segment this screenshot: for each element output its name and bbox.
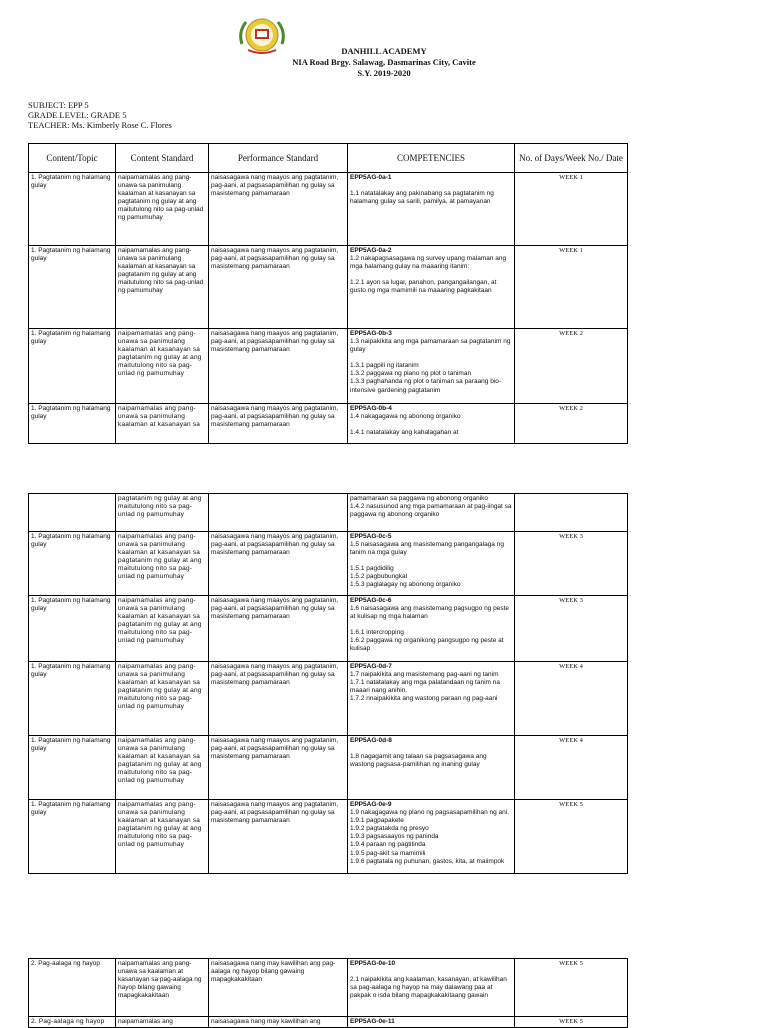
school-name: DANHILL ACADEMY: [341, 46, 427, 56]
content-standard: naipamamalas ang: [116, 1017, 209, 1028]
performance-standard: naisasagawa nang maayos ang pagtatanim, pag-aani, at pagsasapamilihan ng gulay sa masistemang pamamaraan: [209, 329, 348, 404]
competency-code: EPP5AG-0e-11: [350, 1018, 395, 1025]
subject-label: SUBJECT: EPP 5: [28, 100, 89, 110]
content-topic: 1. Pagtatanim ng halamang gulay: [29, 173, 116, 246]
content-standard: naipamamalas ang pang-unawa sa panimulang kaalaman at kasanayan sa pagtatanim ng gulay at ang maitutulong nito sa pag-unlad ng pamumuhay: [116, 246, 209, 329]
performance-standard: naisasagawa nang maayos ang pagtatanim, pag-aani, at pagsasapamilihan ng gulay sa masistemang pamamaraan: [209, 173, 348, 246]
performance-standard: naisasagawa nang may kawilihan ang pag-aalaga ng hayop bilang gawaing mapagkakakitaan: [209, 959, 348, 1017]
content-standard: naipamamalas ang pang-unawa sa panimulang kaalaman at kasanayan sa pagtatanim ng gulay at ang maitutulong nito sa pag-unlad ng pamumuhay: [116, 736, 209, 800]
competency-text: 1.6 naisasagawa ang masistemang pagsugpo ng peste at kulisap ng mga halaman: [350, 605, 509, 621]
teacher-label: TEACHER: Ms. Kimberly Rose C. Flores: [28, 120, 172, 130]
competency-text: 1.4.2 nasusunod ang mga pamamaraan at pag-iingat sa paggawa ng abonong organiko: [350, 503, 512, 519]
content-standard: naipamamalas ang pang-unawa sa panimulang kaalaman at kasanayan sa pagtatanim ng gulay at ang maitutulong nito sa pag-unlad ng pamumuhay: [116, 596, 209, 662]
curriculum-table-page-2: [28, 493, 628, 874]
content-standard: naipamamalas ang pang-unawa sa panimulang kaalaman at kasanayan sa pagtatanim ng gulay at ang maitutulong nito sa pag-unlad ng pamumuhay: [116, 662, 209, 736]
content-standard: naipamamalas ang pang-unawa sa panimulang kaalaman at kasanayan sa: [116, 404, 209, 444]
competency-text: 1.4.1 natatalakay ang kahalagahan at: [350, 429, 459, 437]
competency-text: 1.5.2 pagbubungkal: [350, 573, 408, 581]
performance-standard: naisasagawa nang maayos ang pagtatanim, pag-aani, at pagsasapamilihan ng gulay sa masistemang pamamaraan: [209, 246, 348, 329]
competency-code: EPP5AG-0c-6: [350, 597, 392, 604]
week-cell: WEEK 1: [515, 173, 628, 246]
competency-text: 1.7 naipakikita ang masistemang pag-aani ng tanim: [350, 671, 499, 679]
performance-standard: naisasagawa nang maayos ang pagtatanim, pag-aani, at pagsasapamilihan ng gulay sa masistemang pamamaraan: [209, 662, 348, 736]
week-cell: WEEK 1: [515, 246, 628, 329]
week-cell: WEEK 3: [515, 532, 628, 596]
week-cell: WEEK 5: [515, 1017, 628, 1028]
competency-code: EPP5AG-0d-8: [350, 737, 392, 744]
table-row: [29, 1017, 628, 1028]
competency-cell: [348, 173, 515, 246]
competency-code: EPP5AG-0a-2: [350, 247, 392, 254]
competency-text: 1.9.4 paraan ng pagtitinda: [350, 841, 426, 849]
competency-cell: [348, 532, 515, 596]
competency-text: 1.3 naipakikita ang mga pamamaraan sa pagtatanim ng gulay: [350, 338, 511, 354]
competency-text: 1.9.3 pagsasaayos ng paninda: [350, 833, 439, 841]
performance-standard: naisasagawa nang may kawilihan ang: [209, 1017, 348, 1028]
competency-code: EPP5AG-0d-7: [350, 663, 392, 670]
competency-cell: [348, 662, 515, 736]
column-header: COMPETENCIES: [348, 144, 515, 173]
competency-text: 1.5.1 pagdidilig: [350, 565, 394, 573]
competency-code: EPP5AG-0b-4: [350, 405, 392, 412]
competency-code: EPP5AG-0b-3: [350, 330, 392, 337]
competency-text: 1.9.2 pagtatakda ng presyo: [350, 825, 429, 833]
content-topic: 1. Pagtatanim ng halamang gulay: [29, 596, 116, 662]
competency-text: 1.3.1 pagpili ng itatanim: [350, 362, 419, 370]
competency-text: 1.6.1 intercropping: [350, 629, 404, 637]
week-cell: WEEK 5: [515, 959, 628, 1017]
competency-text: 2.1 naipakikita ang kaalaman, kasanayan, at kawilihan sa pag-aalaga ng hayop na may dalawang paa at pakpak o isda bilang mapagkakakitaang gawain: [350, 976, 507, 1000]
performance-standard: naisasagawa nang maayos ang pagtatanim, pag-aani, at pagsasapamilihan ng gulay sa masistemang pamamaraan: [209, 404, 348, 444]
competency-text: 1.7.1 natatalakay ang mga palatandaan ng tanim na maaari nang anihin.: [350, 679, 500, 695]
competency-code: EPP5AG-0a-1: [350, 174, 392, 181]
competency-text: 1.7.2 nnaipakikita ang wastong paraan ng pag-aani: [350, 695, 498, 703]
content-standard: naipamamalas ang pang-unawa sa kaalaman at kasanayan sa pag-aalaga ng hayop bilang gawaing mapagkakakitaan: [116, 959, 209, 1017]
competency-cell: [348, 494, 515, 532]
competency-text: 1.1 natatalakay ang pakinabang sa pagtatanim ng halamang gulay sa sarili, pamilya, at pamayanan: [350, 190, 494, 206]
table-header-row: [29, 144, 628, 173]
competency-text: 1.8 nagagamit ang talaan sa pagsasagawa ang wastong pagsasa-pamilihan ng inaning gulay: [350, 753, 487, 769]
content-topic: 2. Pag-aalaga ng hayop: [29, 959, 116, 1017]
competency-text: 1.4 nakagagawa ng abonong organiko: [350, 413, 461, 421]
competency-text: 1.5.3 paglalagay ng abonong organiko: [350, 581, 461, 589]
performance-standard: naisasagawa nang maayos ang pagtatanim, pag-aani, at pagsasapamilihan ng gulay sa masistemang pamamaraan: [209, 800, 348, 874]
competency-code: EPP5AG-0e-10: [350, 960, 396, 967]
content-topic: 2. Pag-aalaga ng hayop: [29, 1017, 116, 1028]
week-cell: WEEK 4: [515, 662, 628, 736]
competency-code: EPP5AG-0e-9: [350, 801, 392, 808]
grade-level-label: GRADE LEVEL: GRADE 5: [28, 110, 127, 120]
content-topic: 1. Pagtatanim ng halamang gulay: [29, 246, 116, 329]
table-row: [29, 959, 628, 1017]
content-topic: 1. Pagtatanim ng halamang gulay: [29, 800, 116, 874]
competency-code: EPP5AG-0c-5: [350, 533, 392, 540]
table-row: [29, 662, 628, 736]
week-cell: WEEK 5: [515, 800, 628, 874]
competency-text: 1.9.6 pagtatala ng puhunan, gastos, kita, at maiimpok: [350, 857, 505, 865]
week-cell: WEEK 2: [515, 404, 628, 444]
performance-standard: naisasagawa nang maayos ang pagtatanim, pag-aani, at pagsasapamilihan ng gulay sa masistemang pamamaraan: [209, 736, 348, 800]
competency-text: 1.3.2 paggawa ng plano ng plot o taniman: [350, 370, 472, 378]
content-standard: naipamamalas ang pang-unawa sa panimulang kaalaman at kasanayan sa pagtatanim ng gulay at ang maitutulong nito sa pag-unlad ng pamumuhay: [116, 173, 209, 246]
week-cell: WEEK 2: [515, 329, 628, 404]
competency-cell: [348, 1017, 515, 1028]
performance-standard: naisasagawa nang maayos ang pagtatanim, pag-aani, at pagsasapamilihan ng gulay sa masistemang pamamaraan: [209, 532, 348, 596]
competency-text: pamamaraan sa paggawa ng abonong organiko: [350, 495, 489, 502]
table-row: [29, 800, 628, 874]
curriculum-table-page-1: [28, 143, 628, 444]
school-year: S.Y. 2019-2020: [357, 68, 411, 78]
content-topic: 1. Pagtatanim ng halamang gulay: [29, 736, 116, 800]
table-row: [29, 494, 628, 532]
content-topic: [29, 494, 116, 532]
table-row: [29, 532, 628, 596]
week-cell: WEEK 4: [515, 736, 628, 800]
curriculum-table-page-3: [28, 958, 628, 1028]
content-topic: 1. Pagtatanim ng halamang gulay: [29, 404, 116, 444]
competency-text: 1.9.1 pagpapakete: [350, 817, 404, 825]
school-address: NIA Road Brgy. Salawag, Dasmarinas City, Cavite: [292, 57, 476, 67]
competency-text: 1.5 naisasagawa ang masistemang pangangalaga ng tanim na mga gulay: [350, 541, 504, 557]
week-cell: WEEK 3: [515, 596, 628, 662]
competency-cell: [348, 246, 515, 329]
content-topic: 1. Pagtatanim ng halamang gulay: [29, 662, 116, 736]
week-cell: [515, 494, 628, 532]
performance-standard: [209, 494, 348, 532]
table-row: [29, 404, 628, 444]
column-header: No. of Days/Week No./ Date: [515, 144, 628, 173]
competency-text: 1.9.5 pag-akit sa mamimili: [350, 849, 426, 857]
content-topic: 1. Pagtatanim ng halamang gulay: [29, 532, 116, 596]
competency-text: 1.2.1 ayon sa lugar, panahon, pangangailangan, at gusto ng mga mamimili na maaaring pagkakitaan: [350, 279, 497, 295]
content-standard: naipamamalas ang pang-unawa sa panimulang kaalaman at kasanayan sa pagtatanim ng gulay at ang maitutulong nito sa pag-unlad ng pamumuhay: [116, 800, 209, 874]
content-standard: naipamamalas ang pang-unawa sa panimulang kaalaman at kasanayan sa pagtatanim ng gulay at ang maitutulong nito sa pag-unlad ng pamumuhay: [116, 329, 209, 404]
content-standard: pagtatanim ng gulay at ang maitutulong nito sa pag-unlad ng pamumuhay: [116, 494, 209, 532]
competency-cell: [348, 800, 515, 874]
content-standard: naipamamalas ang pang-unawa sa panimulang kaalaman at kasanayan sa pagtatanim ng gulay at ang maitutulong nito sa pag-unlad ng pamumuhay: [116, 532, 209, 596]
table-row: [29, 736, 628, 800]
table-row: [29, 173, 628, 246]
column-header: Performance Standard: [209, 144, 348, 173]
competency-cell: [348, 329, 515, 404]
competency-text: 1.2 nakapagsasagawa ng survey upang malaman ang mga halamang gulay na maaaring itanim:: [350, 255, 507, 271]
competency-cell: [348, 736, 515, 800]
content-topic: 1. Pagtatanim ng halamang gulay: [29, 329, 116, 404]
table-row: [29, 246, 628, 329]
competency-text: 1.3.3 paghahanda ng plot o taniman sa paraang bio- intensive gardening pagtatanim: [350, 378, 502, 394]
competency-cell: [348, 596, 515, 662]
table-row: [29, 329, 628, 404]
competency-text: 1.6.2 paggawa ng organikong pangsugpo ng peste at kulisap: [350, 637, 504, 653]
table-row: [29, 596, 628, 662]
competency-cell: [348, 404, 515, 444]
competency-text: 1.9 nakagagawa ng plano ng pagsasapamilihan ng ani.: [350, 809, 510, 817]
performance-standard: naisasagawa nang maayos ang pagtatanim, pag-aani, at pagsasapamilihan ng gulay sa masistemang pamamaraan: [209, 596, 348, 662]
column-header: Content Standard: [116, 144, 209, 173]
competency-cell: [348, 959, 515, 1017]
column-header: Content/Topic: [29, 144, 116, 173]
